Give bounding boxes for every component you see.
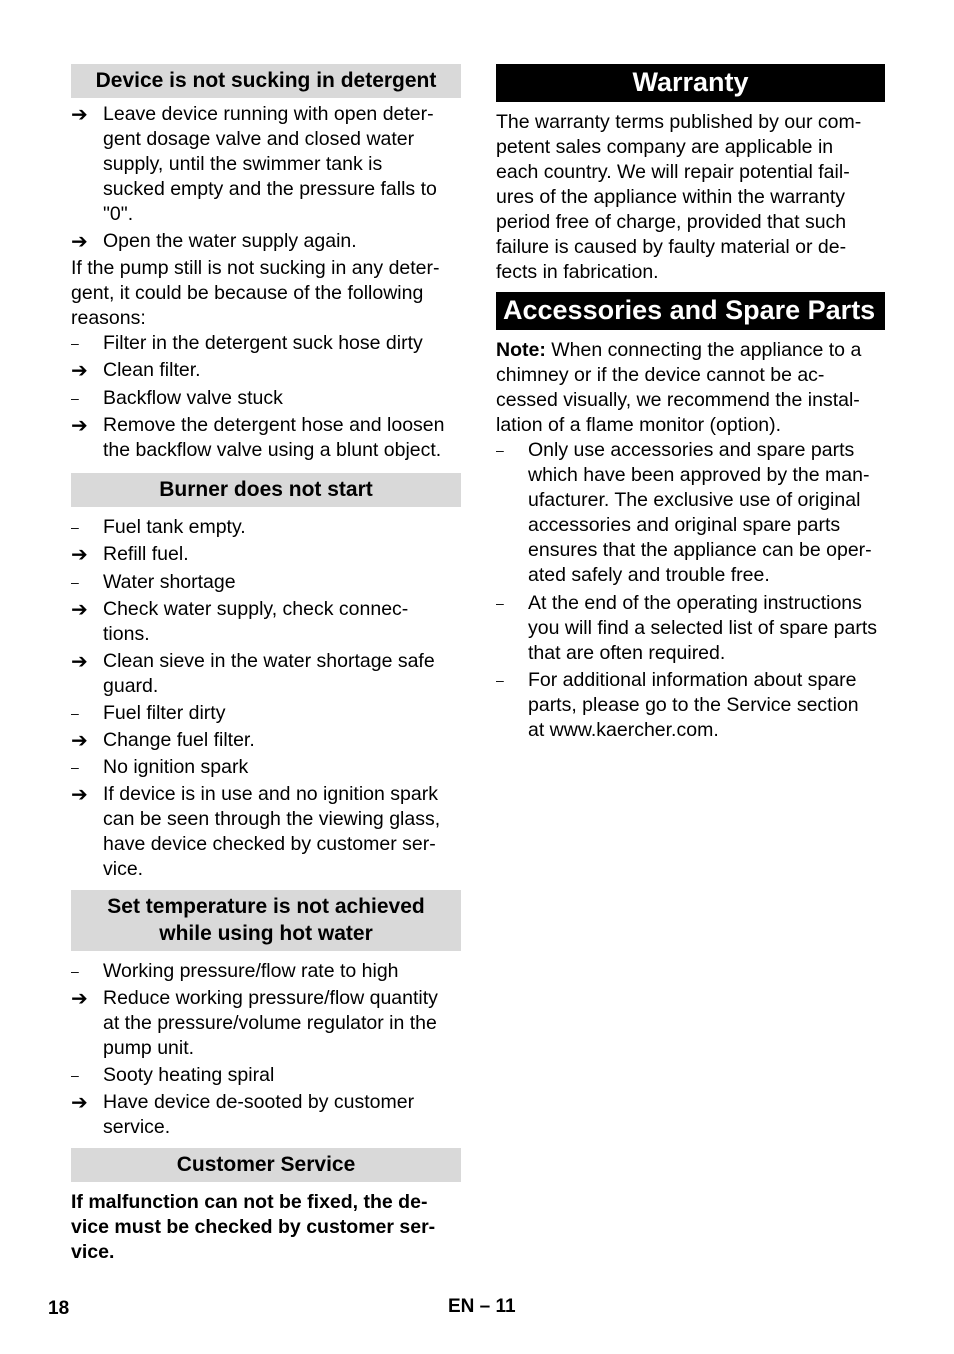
arrow-icon: ➔ bbox=[71, 358, 88, 382]
section-heading-temperature: Set temperature is not achieved while using hot water bbox=[71, 890, 461, 951]
cause-item: – No ignition spark bbox=[71, 756, 249, 778]
dash-bullet: – bbox=[71, 963, 79, 979]
customer-service-note: If malfunction can not be fixed, the de- vice must be checked by customer ser- vice. bbox=[71, 1191, 436, 1263]
action-step: ➔ Clean filter. bbox=[71, 358, 201, 382]
arrow-icon: ➔ bbox=[71, 782, 88, 806]
accessories-heading: Accessories and Spare Parts bbox=[496, 292, 885, 330]
action-step: ➔ Have device de-sooted by customer service. bbox=[71, 1090, 415, 1138]
cause-item: – Fuel filter dirty bbox=[71, 702, 226, 724]
dash-bullet: – bbox=[71, 1067, 79, 1083]
action-step: ➔ Check water supply, check connec- tions. bbox=[71, 597, 409, 645]
arrow-icon: ➔ bbox=[71, 413, 88, 437]
arrow-icon: ➔ bbox=[71, 597, 88, 621]
warranty-heading: Warranty bbox=[496, 64, 885, 102]
arrow-icon: ➔ bbox=[71, 542, 88, 566]
left-column bbox=[71, 64, 461, 1265]
dash-bullet: – bbox=[71, 390, 79, 406]
action-step: ➔ Refill fuel. bbox=[71, 542, 189, 566]
action-step: ➔ Open the water supply again. bbox=[71, 229, 357, 253]
arrow-icon: ➔ bbox=[71, 1090, 88, 1114]
dash-bullet: – bbox=[496, 595, 504, 611]
warranty-text: The warranty terms published by our com- petent sales company are applicable in each country. We will repair potential fail- ures of the appliance within the warranty period free of charge, provided that such failure is caused by faulty material or de- fects in fabrication. bbox=[496, 111, 862, 283]
action-step: ➔ Reduce working pressure/flow quantity at the pressure/volume regulator in the pump unit. bbox=[71, 986, 438, 1059]
note-paragraph: Note: When connecting the appliance to a chimney or if the device cannot be ac- cessed visually, we recommend the instal- lation of a flame monitor (option). bbox=[496, 339, 862, 436]
arrow-icon: ➔ bbox=[71, 102, 88, 126]
action-step: ➔ Change fuel filter. bbox=[71, 728, 255, 752]
arrow-icon: ➔ bbox=[71, 649, 88, 673]
arrow-icon: ➔ bbox=[71, 728, 88, 752]
list-item: – At the end of the operating instructions you will find a selected list of spare parts that are often required. bbox=[496, 592, 878, 664]
note-label: Note: bbox=[496, 339, 546, 361]
dash-bullet: – bbox=[71, 574, 79, 590]
dash-bullet: – bbox=[71, 335, 79, 351]
dash-bullet: – bbox=[496, 672, 504, 688]
cause-item: – Backflow valve stuck bbox=[71, 387, 283, 409]
arrow-icon: ➔ bbox=[71, 229, 88, 253]
list-item: – For additional information about spare parts, please go to the Service section at www.kaercher.com. bbox=[496, 669, 859, 741]
action-step: ➔ If device is in use and no ignition spark can be seen through the viewing glass, have device checked by customer ser- vice. bbox=[71, 782, 441, 880]
section-heading-burner: Burner does not start bbox=[71, 473, 461, 507]
dash-bullet: – bbox=[71, 519, 79, 535]
page-number: 18 bbox=[48, 1298, 70, 1319]
cause-item: – Fuel tank empty. bbox=[71, 516, 246, 538]
dash-bullet: – bbox=[496, 442, 504, 458]
cause-item: – Water shortage bbox=[71, 571, 236, 593]
cause-item: – Sooty heating spiral bbox=[71, 1064, 275, 1086]
action-step: ➔ Remove the detergent hose and loosen the backflow valve using a blunt object. bbox=[71, 413, 445, 461]
language-page-label: EN – 11 bbox=[448, 1296, 516, 1317]
list-item: – Only use accessories and spare parts which have been approved by the man- ufacturer. The exclusive use of original accessories and original spare parts ensures that the appliance can be oper- ated safely and trouble free. bbox=[496, 439, 872, 586]
arrow-icon: ➔ bbox=[71, 986, 88, 1010]
dash-bullet: – bbox=[71, 759, 79, 775]
cause-item: – Working pressure/flow rate to high bbox=[71, 960, 399, 982]
section-heading-customer-service: Customer Service bbox=[71, 1148, 461, 1182]
action-step: ➔ Clean sieve in the water shortage safe guard. bbox=[71, 649, 435, 697]
action-step: ➔ Leave device running with open deter- gent dosage valve and closed water supply, until the swimmer tank is sucked empty and the pressure falls to "0". bbox=[71, 102, 437, 225]
dash-bullet: – bbox=[71, 705, 79, 721]
right-column bbox=[496, 64, 885, 743]
paragraph: If the pump still is not sucking in any deter- gent, it could be because of the following reasons: bbox=[71, 257, 440, 329]
section-heading-not-sucking: Device is not sucking in detergent bbox=[71, 64, 461, 98]
cause-item: – Filter in the detergent suck hose dirty bbox=[71, 332, 423, 354]
